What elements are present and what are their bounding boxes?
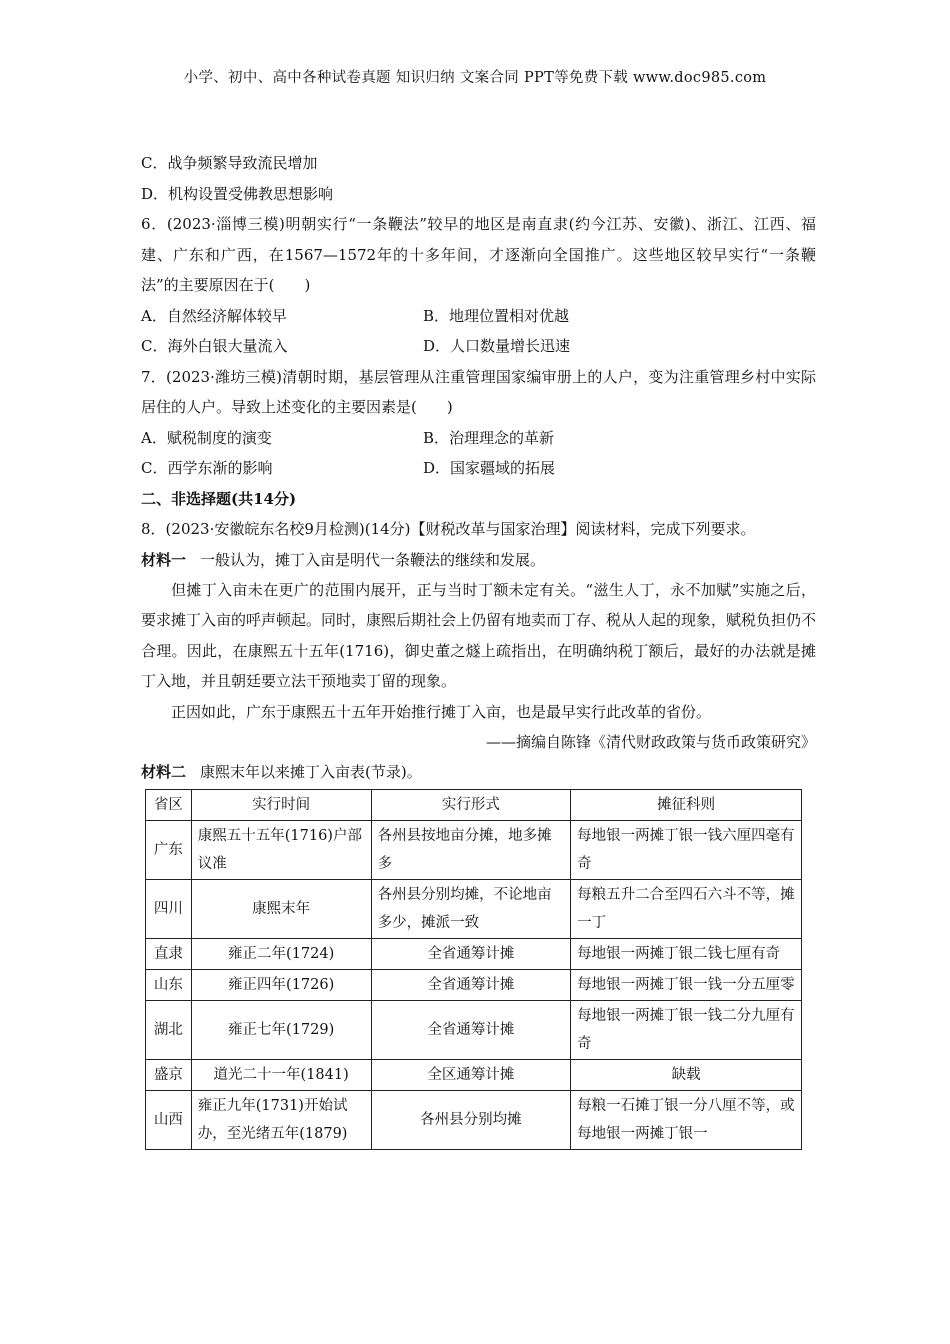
table-cell-rule: 每地银一两摊丁银二钱七厘有奇 xyxy=(571,939,802,970)
q6-option-a: A．自然经济解体较早 xyxy=(141,306,287,325)
table-cell-form: 各州县分别均摊 xyxy=(371,1091,571,1150)
q7-options-row-1 xyxy=(141,423,816,454)
table-row xyxy=(146,1060,802,1091)
material-2-title-line xyxy=(141,757,816,787)
q5-option-c: C．战争频繁导致流民增加 xyxy=(141,154,318,172)
table-cell-time: 雍正二年(1724) xyxy=(191,939,371,970)
table-cell-province: 直隶 xyxy=(146,939,192,970)
question-content xyxy=(141,148,816,1150)
material-1-first-line xyxy=(141,545,816,575)
q5-option-d: D．机构设置受佛教思想影响 xyxy=(141,184,334,203)
table-cell-form: 全省通筹计摊 xyxy=(371,939,571,970)
table-row xyxy=(146,880,802,939)
table-header-row xyxy=(146,790,802,821)
tan-ding-ru-mu-table xyxy=(145,789,802,1150)
table-cell-form: 全区通筹计摊 xyxy=(371,1060,571,1091)
table-cell-rule: 每地银一两摊丁银一钱一分五厘零 xyxy=(571,970,802,1001)
q7-option-d: D．国家疆域的拓展 xyxy=(423,459,556,477)
table-row xyxy=(146,1001,802,1060)
q6-stem: 6．(2023·淄博三模)明朝实行“一条鞭法”较早的地区是南直隶(约今江苏、安徽)、浙江、江西、福建、广东和广西，在1567—1572年的十多年间，才逐渐向全国推广。这些地区较早实行“一条鞭法”的主要原因在于( ) xyxy=(141,215,816,294)
table-cell-rule: 缺载 xyxy=(571,1060,802,1091)
table-cell-province: 广东 xyxy=(146,821,192,880)
table-cell-rule: 每地银一两摊丁银一钱二分九厘有奇 xyxy=(571,1001,802,1060)
material-1-paragraph-3: 正因如此，广东于康熙五十五年开始推行摊丁入亩，也是最早实行此改革的省份。 xyxy=(171,702,712,721)
table-cell-province: 山西 xyxy=(146,1091,192,1150)
q7-stem: 7．(2023·潍坊三模)清朝时期，基层管理从注重管理国家编审册上的人户，变为注重管理乡村中实际居住的人户。导致上述变化的主要因素是( ) xyxy=(141,367,816,416)
table-cell-time: 道光二十一年(1841) xyxy=(191,1060,371,1091)
material-1-source: ——摘编自陈锋《清代财政政策与货币政策研究》 xyxy=(485,733,816,751)
q6-option-d: D．人口数量增长迅速 xyxy=(423,337,571,355)
q7-option-a: A．赋税制度的演变 xyxy=(141,428,272,447)
table-row xyxy=(146,1091,802,1150)
table-cell-province: 山东 xyxy=(146,970,192,1001)
table-cell-form: 各州县分别均摊，不论地亩多少，摊派一致 xyxy=(371,880,571,939)
q7-option-b: B．治理理念的革新 xyxy=(423,428,555,447)
table-cell-form: 各州县按地亩分摊，地多摊多 xyxy=(371,821,571,880)
table-cell-rule: 每粮五升二合至四石六斗不等，摊一丁 xyxy=(571,880,802,939)
table-row xyxy=(146,939,802,970)
table-cell-rule: 每地银一两摊丁银一钱六厘四毫有奇 xyxy=(571,821,802,880)
table-row xyxy=(146,821,802,880)
table-cell-form: 全省通筹计摊 xyxy=(371,970,571,1001)
page-header: 小学、初中、高中各种试卷真题 知识归纳 文案合同 PPT等免费下载 www.doc985.com xyxy=(183,70,767,86)
table-cell-time: 雍正九年(1731)开始试办，至光绪五年(1879) xyxy=(191,1091,371,1150)
table-cell-time: 康熙五十五年(1716)户部议准 xyxy=(191,821,371,880)
q6-option-b: B．地理位置相对优越 xyxy=(423,306,570,325)
table-cell-form: 全省通筹计摊 xyxy=(371,1001,571,1060)
q7-options-row-2 xyxy=(141,453,816,484)
table-header-cell: 实行时间 xyxy=(191,790,371,821)
table-cell-province: 盛京 xyxy=(146,1060,192,1091)
table-cell-time: 雍正七年(1729) xyxy=(191,1001,371,1060)
table-header-cell: 摊征科则 xyxy=(571,790,802,821)
material-2-label: 材料二 xyxy=(141,763,187,781)
table-cell-time: 康熙末年 xyxy=(191,880,371,939)
material-1-paragraph-2: 但摊丁入亩未在更广的范围内展开，正与当时丁额未定有关。“滋生人丁，永不加赋”实施之后，要求摊丁入亩的呼声顿起。同时，康熙后期社会上仍留有地卖而丁存、税从人起的现象，赋税负担仍不合理。因此，在康熙五十五年(1716)，御史董之燧上疏指出，在明确纳税丁额后，最好的办法就是摊丁入地，并且朝廷要立法干预地卖丁留的现象。 xyxy=(141,580,817,690)
table-header-cell: 省区 xyxy=(146,790,192,821)
table-header-cell: 实行形式 xyxy=(371,790,571,821)
q8-stem: 8．(2023·安徽皖东名校9月检测)(14分)【财税改革与国家治理】阅读材料，完成下列要求。 xyxy=(141,520,756,538)
q6-options-row-1 xyxy=(141,301,816,332)
table-cell-province: 湖北 xyxy=(146,1001,192,1060)
material-2-title: 康熙末年以来摊丁入亩表(节录)。 xyxy=(200,763,422,781)
q6-options-row-2 xyxy=(141,331,816,362)
table-cell-province: 四川 xyxy=(146,880,192,939)
section-heading: 二、非选择题(共14分) xyxy=(141,489,297,508)
q6-option-c: C．海外白银大量流入 xyxy=(141,337,288,355)
table-cell-rule: 每粮一石摊丁银一分八厘不等，或每地银一两摊丁银一 xyxy=(571,1091,802,1150)
material-1-first: 一般认为，摊丁入亩是明代一条鞭法的继续和发展。 xyxy=(200,550,546,569)
table-cell-time: 雍正四年(1726) xyxy=(191,970,371,1001)
material-1-label: 材料一 xyxy=(141,550,187,569)
q7-option-c: C．西学东渐的影响 xyxy=(141,459,273,477)
table-row xyxy=(146,970,802,1001)
